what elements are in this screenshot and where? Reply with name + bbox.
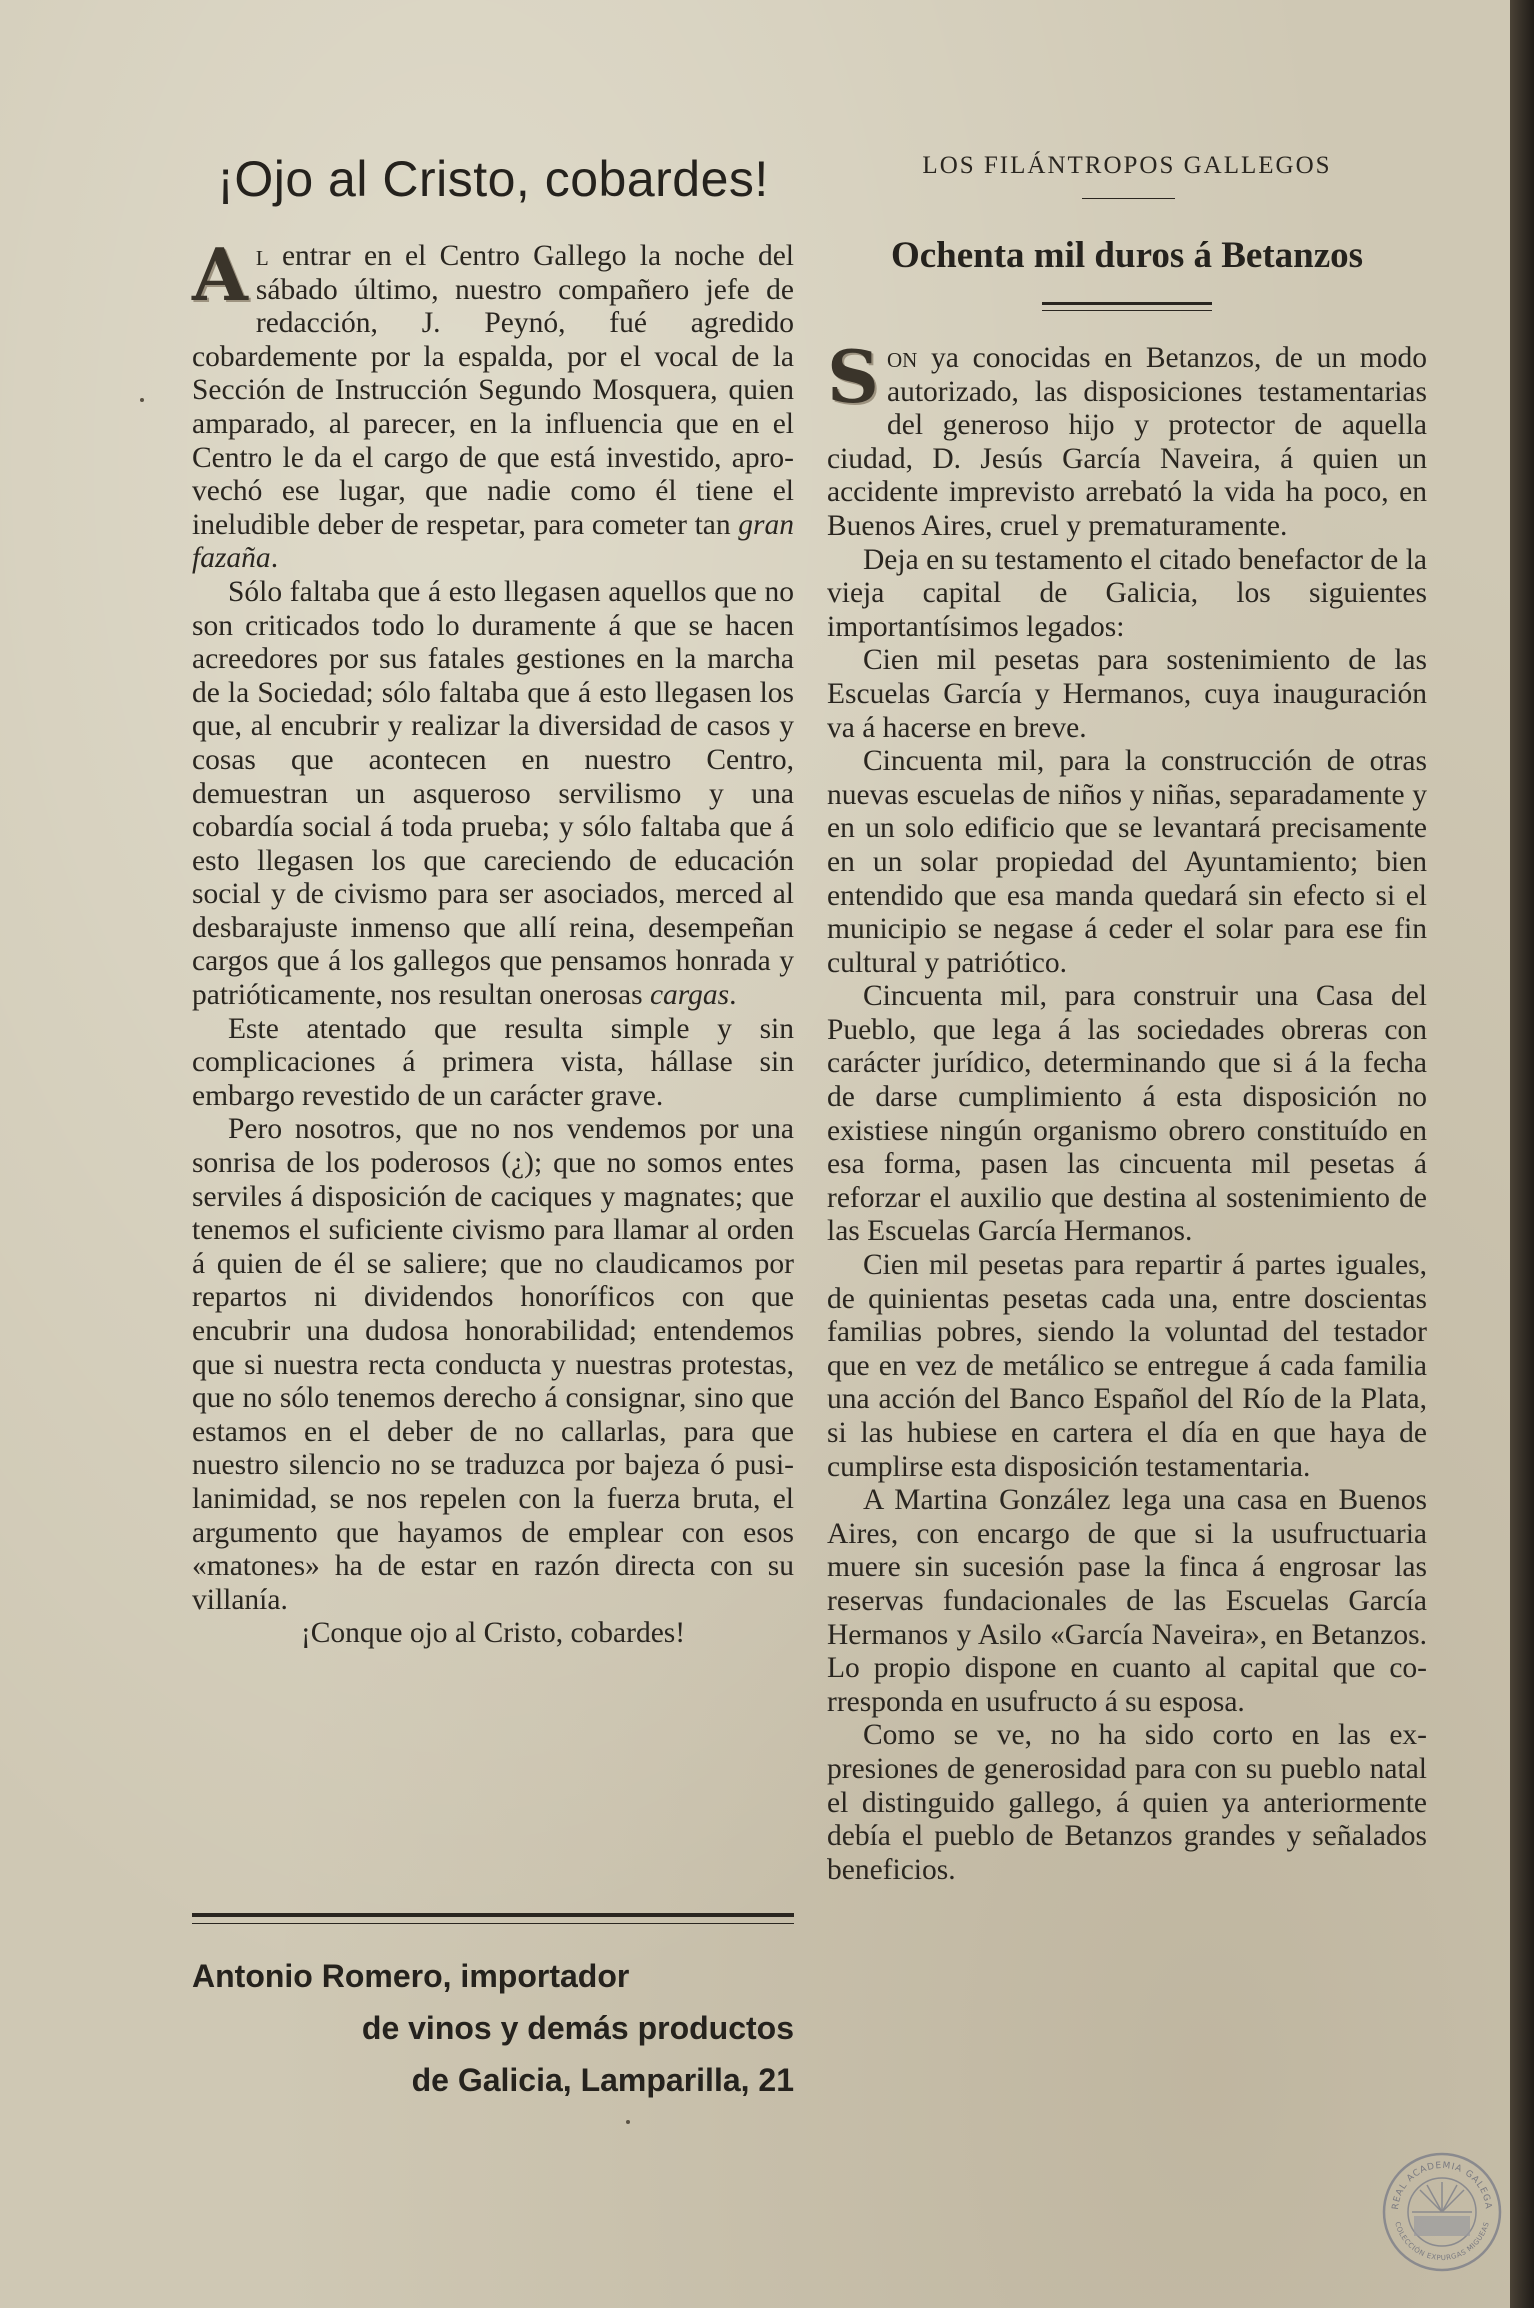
left-article-body	[192, 232, 794, 1651]
title-underline	[1042, 302, 1212, 311]
paragraph: Como se ve, no ha sido corto en las expresiones de generosidad para con su pueblo natal el distinguido gallego, á quien ya anteriormente debía el pueblo de Betanzos grandes y señalados beneficios.	[827, 1719, 1427, 1886]
paragraph: Cincuenta mil, para construir una Casa del Pueblo, que lega á las sociedades obreras con carácter jurídico, determinando que si á la fecha de darse cumplimiento á esta disposición no existiese ningún organismo obrero constituído en esa forma, pasen las cincuenta mil pesetas á reforzar el auxilio que destina al sostenimiento de las Escuelas García Hermanos.	[827, 980, 1427, 1248]
paragraph: A Martina González lega una casa en Buenos Aires, con encargo de que si la usufructuaria muere sin sucesión pase la finca á engrosar las reservas fundacionales de las Escuelas García Hermanos y Asilo «García Naveira», en Betanzos. Lo propio dispone en cuanto al capital que corresponda en usufructo á su esposa.	[827, 1484, 1427, 1718]
right-article-title: Ochenta mil duros á Betanzos	[890, 235, 1364, 276]
paragraph: Cien mil pesetas para repartir á partes iguales, de quinientas pesetas cada una, entre doscientas familias pobres, siendo la voluntad del testador que en vez de metálico se entregue á cada familia una acción del Banco Español del Río de la Plata, si las hubiese en cartera el día en que haya de cumplirse esta disposición testamentaria.	[827, 1249, 1427, 1483]
speck-mark	[140, 398, 144, 402]
paragraph: Pero nosotros, que no nos vendemos por una sonrisa de los poderosos (¿); que no somos entes serviles á disposición de caciques y magnates; que tenemos el suficiente civismo para llamar al orden á quien de él se saliere; que no claudicamos por repartos ni dividendos honoríficos con que encubrir una dudosa honorabilidad; entendemos que si nuestra recta conducta y nuestras protestas, que no sólo tenemos derecho á consignar, sino que estamos en el deber de no callarlas, para que nuestro silencio no se traduzca por bajeza ó pusilanimidad, se nos repelen con la fuerza bruta, el argumento que hayamos de emplear con esos «matones» ha de estar en razón directa con su villanía.	[192, 1113, 794, 1616]
paragraph: Este atentado que resulta simple y sin complicaciones á primera vista, hállase sin embargo revestido de un carácter grave.	[192, 1012, 794, 1112]
advertisement-line: Antonio Romero, importador	[192, 1958, 630, 1994]
advertisement-line: de Galicia, Lamparilla, 21	[411, 2062, 794, 2098]
stamp-base	[1414, 2216, 1470, 2236]
speck-mark	[626, 2120, 630, 2124]
closing-line: ¡Conque ojo al Cristo, cobardes!	[300, 1617, 686, 1650]
series-heading: LOS FILÁNTROPOS GALLEGOS	[922, 152, 1332, 179]
paragraph: Al entrar en el Centro Gallego la noche del sábado último, nuestro compañero jefe de redacción, J. Peynó, fué agredido cobardemente por la espalda, por el vocal de la Sección de Instrucción Segundo Mosquera, quien amparado, al parecer, en la influencia que en el Centro le da el cargo de que está investido, aprovechó ese lugar, que nadie como él tiene el ineludible deber de respetar, para cometer tan gran fazaña.	[192, 232, 794, 575]
book-spine-edge	[1510, 0, 1534, 2308]
paragraph: Cincuenta mil, para la construcción de otras nuevas escuelas de niños y niñas, separadamente y en un solo edificio que se levantará precisamente en un solar propiedad del Ayuntamiento; bien entendido que esa manda quedará sin efecto si el municipio se negase á ceder el solar para ese fin cultural y patriótico.	[827, 745, 1427, 979]
drop-cap-letter: S	[827, 334, 879, 419]
sun-rays-icon	[1412, 2182, 1472, 2212]
right-article-body	[827, 334, 1427, 1887]
advertisement	[192, 1950, 794, 2106]
library-stamp-seal	[1380, 2150, 1504, 2274]
paragraph: Son ya conocidas en Betanzos, de un modo autorizado, las disposiciones testamentarias del generoso hijo y protector de aquella ciudad, D. Jesús García Naveira, á quien un accidente imprevisto arrebató la vida ha poco, en Buenos Aires, cruel y prematuramente.	[827, 334, 1427, 542]
divider-rule	[1082, 198, 1175, 199]
paragraph: Cien mil pesetas para sostenimiento de las Escuelas García y Hermanos, cuya inauguración va á hacerse en breve.	[827, 644, 1427, 744]
advertisement-line: de vinos y demás productos	[361, 2010, 794, 2046]
paragraph: Sólo faltaba que á esto llegasen aquellos que no son criticados todo lo duramente á que se hacen acreedores por sus fatales gestiones en la marcha de la Sociedad; sólo faltaba que á esto llegasen los que, al encubrir y realizar la diversidad de casos y cosas que acontecen en nuestro Centro, demuestran un asqueroso servilismo y una cobardía social á toda prueba; y sólo faltaba que á esto llegasen los que careciendo de educación social y de civismo para ser asociados, merced al desbarajuste inmenso que allí reina, desempeñan cargos que á los gallegos que pensamos honrada y patrióticamente, nos resultan onerosas cargas.	[192, 575, 794, 1012]
lead-in: on	[887, 342, 918, 374]
left-article-title: ¡Ojo al Cristo, cobardes!	[217, 151, 769, 207]
drop-cap-letter: A	[192, 232, 248, 317]
stamp-bottom-text: COLECCIÓN EXPURGAS MIGUEAS	[1393, 2220, 1491, 2263]
paragraph: Deja en su testamento el citado benefactor de la vieja capital de Galicia, los siguientes importantísimos legados:	[827, 543, 1427, 643]
lead-in: l	[255, 240, 269, 272]
section-divider	[192, 1913, 794, 1924]
stamp-top-text: REAL ACADEMIA GALEGA	[1390, 2160, 1494, 2211]
